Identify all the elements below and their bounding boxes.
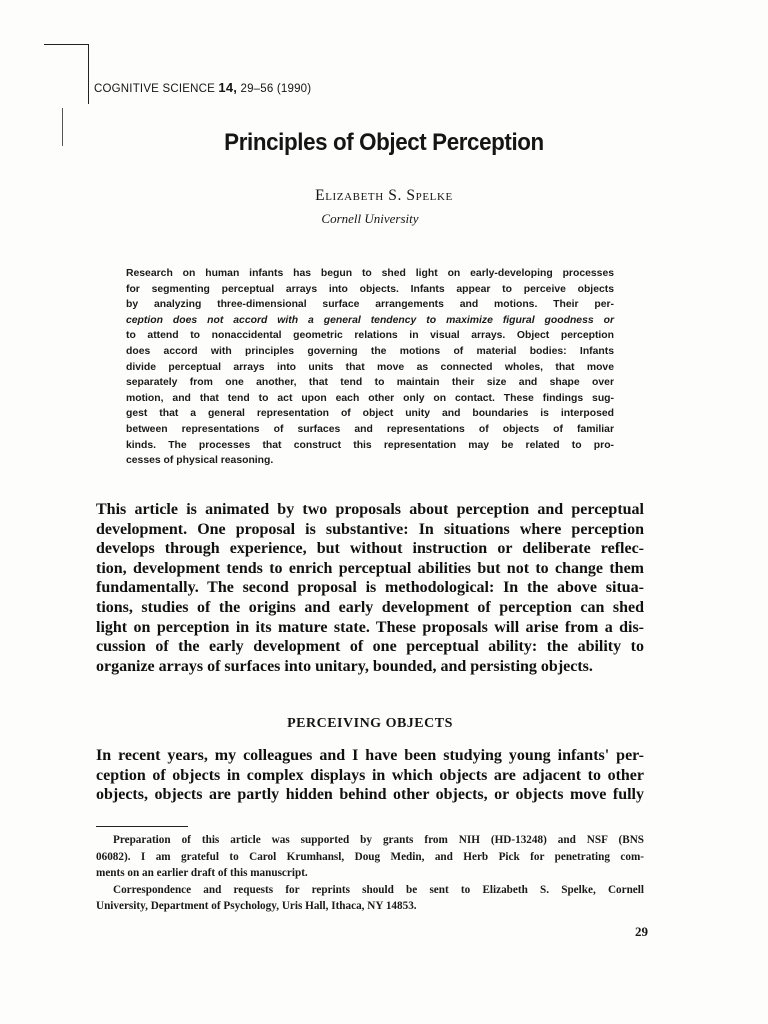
journal-name: COGNITIVE SCIENCE [94,83,215,95]
footnotes [96,832,644,915]
abstract-line: ception does not accord with a general tendency to maximize figural goodness or [126,314,614,326]
body-line: develops through experience, but without instruction or deliberate reflec- [96,540,644,558]
body-line: cussion of the early development of one perceptual ability: the ability to [96,638,644,656]
author-name: Elizabeth S. Spelke [315,187,453,204]
body-line: tions, studies of the origins and early development of perception can shed [96,598,644,616]
footnote-line: ments on an earlier draft of this manuscript. [96,867,308,879]
body-line: light on perception in its mature state. These proposals will arise from a dis- [96,618,644,636]
abstract-line: kinds. The processes that construct this representation may be related to pro- [126,439,614,451]
abstract-line: by analyzing three-dimensional surface arrangements and motions. Their per- [126,299,614,311]
footnote-line: University, Department of Psychology, Uris Hall, Ithaca, NY 14853. [96,900,417,912]
footnote-line: Preparation of this article was supported by grants from NIH (HD-13248) and NSF (BNS [113,834,644,846]
abstract-line: between representations of surfaces and representations of objects of familiar [126,423,614,435]
abstract-line: for segmenting perceptual arrays into objects. Infants appear to perceive objects [126,283,614,295]
body-line: organize arrays of surfaces into unitary, bounded, and persisting objects. [96,657,593,675]
body-line: In recent years, my colleagues and I have been studying young infants' per- [96,747,644,764]
journal-header [94,80,311,95]
body-line: tion, development tends to enrich perceptual abilities but not to change them [96,559,644,577]
section-heading: PERCEIVING OBJECTS [287,716,453,731]
abstract-line: separately from one another, that tend to maintain their size and shape over [126,377,614,389]
body-line: fundamentally. The second proposal is methodological: In the above situa- [96,579,644,597]
abstract-line: to attend to nonaccidental geometric relations in visual arrays. Object perception [126,330,614,342]
abstract-line: Research on human infants has begun to shed light on early-developing processes [126,268,614,279]
author-affiliation: Cornell University [321,211,419,226]
body-line: objects, objects are partly hidden behind other objects, or objects move fully [96,786,644,804]
body-line: This article is animated by two proposals about perception and perceptual [96,501,644,518]
crop-mark [44,44,89,104]
crop-mark-horizontal [44,44,89,45]
abstract-line: does accord with principles governing the motions of material bodies: Infants [126,345,614,357]
page-number: 29 [635,924,648,939]
footnote-rule [96,826,188,827]
abstract-line: cesses of physical reasoning. [126,455,274,467]
abstract-line: gest that a general representation of object unity and boundaries is interposed [126,408,614,420]
abstract-line: motion, and that tend to act upon each other only on contact. These findings sug- [126,392,614,404]
intro-paragraph [96,500,644,676]
journal-volume: 14, [218,80,238,95]
footnote-line: 06082). I am grateful to Carol Krumhansl, Doug Medin, and Herb Pick for penetrating com- [96,850,644,863]
body-line: ception of objects in complex displays in which objects are adjacent to other [96,766,644,784]
abstract [126,266,614,469]
body-line: development. One proposal is substantive: In situations where perception [96,520,644,538]
footnote-line: Correspondence and requests for reprints should be sent to Elizabeth S. Spelke, Cornell [113,883,644,896]
article-title: Principles of Object Perception [224,129,544,156]
journal-pages: 29–56 (1990) [240,83,312,95]
abstract-line: divide perceptual arrays into units that move as connected wholes, that move [126,361,614,373]
section-paragraph [96,746,644,805]
crop-mark-vertical [88,44,89,104]
